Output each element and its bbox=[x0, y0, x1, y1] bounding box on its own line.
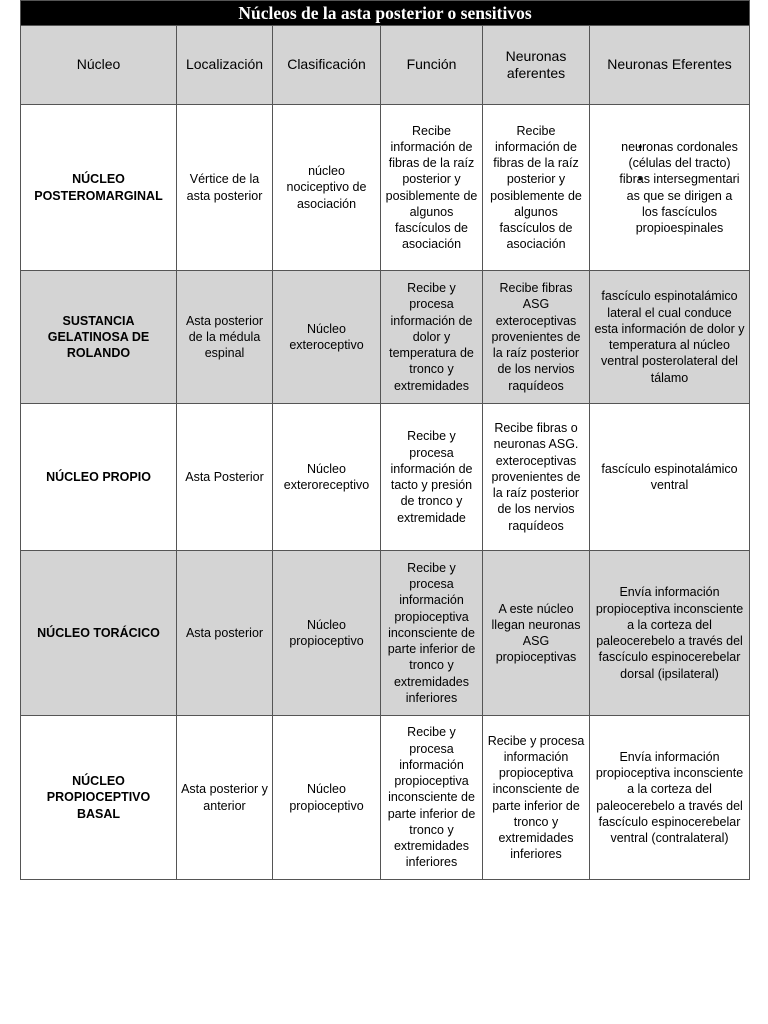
cell-nucleo: NÚCLEO TORÁCICO bbox=[21, 551, 177, 716]
table-row bbox=[21, 404, 750, 551]
header-funcion: Función bbox=[381, 26, 483, 105]
nuclei-table bbox=[20, 0, 750, 880]
cell-funcion: Recibe y procesa información propioceptiva inconsciente de parte inferior de tronco y extremidades inferiores bbox=[381, 551, 483, 716]
eferentes-list bbox=[594, 139, 745, 237]
cell-localizacion: Asta posterior y anterior bbox=[177, 716, 273, 880]
cell-eferentes bbox=[590, 105, 750, 271]
cell-clasificacion: Núcleo exteroceptivo bbox=[273, 271, 381, 404]
cell-localizacion: Asta posterior bbox=[177, 551, 273, 716]
cell-eferentes: Envía información propioceptiva inconsciente a la corteza del paleocerebelo a través del fascículo espinocerebelar ventral (contralateral) bbox=[590, 716, 750, 880]
cell-nucleo: NÚCLEO PROPIO bbox=[21, 404, 177, 551]
cell-localizacion: Asta posterior de la médula espinal bbox=[177, 271, 273, 404]
list-item-text: • fibras intersegmentari as que se dirigen a los fascículos propioespinales bbox=[619, 172, 740, 235]
cell-localizacion: Vértice de la asta posterior bbox=[177, 105, 273, 271]
header-row bbox=[21, 26, 750, 105]
cell-nucleo: SUSTANCIA GELATINOSA DE ROLANDO bbox=[21, 271, 177, 404]
cell-clasificacion: Núcleo propioceptivo bbox=[273, 716, 381, 880]
table-row bbox=[21, 105, 750, 271]
cell-nucleo: NÚCLEO PROPIOCEPTIVO BASAL bbox=[21, 716, 177, 880]
cell-clasificacion: Núcleo exteroreceptivo bbox=[273, 404, 381, 551]
header-nucleo: Núcleo bbox=[21, 26, 177, 105]
header-eferentes: Neuronas Eferentes bbox=[590, 26, 750, 105]
cell-aferentes: Recibe fibras ASG exteroceptivas provenientes de la raíz posterior de los nervios raquídeos bbox=[483, 271, 590, 404]
cell-funcion: Recibe y procesa información de dolor y temperatura de tronco y extremidades bbox=[381, 271, 483, 404]
cell-clasificacion: núcleo nociceptivo de asociación bbox=[273, 105, 381, 271]
cell-aferentes: Recibe información de fibras de la raíz posterior y posiblemente de algunos fascículos de asociación bbox=[483, 105, 590, 271]
table-row bbox=[21, 551, 750, 716]
cell-aferentes: Recibe fibras o neuronas ASG. exteroceptivas provenientes de la raíz posterior de los nervios raquídeos bbox=[483, 404, 590, 551]
cell-eferentes: Envía información propioceptiva inconsciente a la corteza del paleocerebelo a través del fascículo espinocerebelar dorsal (ipsilateral) bbox=[590, 551, 750, 716]
cell-nucleo: NÚCLEO POSTEROMARGINAL bbox=[21, 105, 177, 271]
cell-funcion: Recibe y procesa información propioceptiva inconsciente de parte inferior de tronco y extremidades inferiores bbox=[381, 716, 483, 880]
cell-aferentes: Recibe y procesa información propioceptiva inconsciente de parte inferior de tronco y extremidades inferiores bbox=[483, 716, 590, 880]
header-aferentes: Neuronas aferentes bbox=[483, 26, 590, 105]
table-row bbox=[21, 716, 750, 880]
header-localizacion: Localización bbox=[177, 26, 273, 105]
cell-clasificacion: Núcleo propioceptivo bbox=[273, 551, 381, 716]
table-row bbox=[21, 271, 750, 404]
cell-localizacion: Asta Posterior bbox=[177, 404, 273, 551]
header-clasificacion: Clasificación bbox=[273, 26, 381, 105]
cell-aferentes: A este núcleo llegan neuronas ASG propioceptivas bbox=[483, 551, 590, 716]
cell-eferentes: fascículo espinotalámico lateral el cual conduce esta información de dolor y temperatura al núcleo ventral posterolateral del tálamo bbox=[590, 271, 750, 404]
list-item bbox=[594, 171, 745, 236]
cell-eferentes: fascículo espinotalámico ventral bbox=[590, 404, 750, 551]
cell-funcion: Recibe información de fibras de la raíz posterior y posiblemente de algunos fascículos de asociación bbox=[381, 105, 483, 271]
list-item bbox=[594, 139, 745, 172]
table-title: Núcleos de la asta posterior o sensitivos bbox=[21, 1, 750, 26]
cell-funcion: Recibe y procesa información de tacto y presión de tronco y extremidade bbox=[381, 404, 483, 551]
list-item-text: • neuronas cordonales (células del tracto) bbox=[621, 139, 738, 170]
